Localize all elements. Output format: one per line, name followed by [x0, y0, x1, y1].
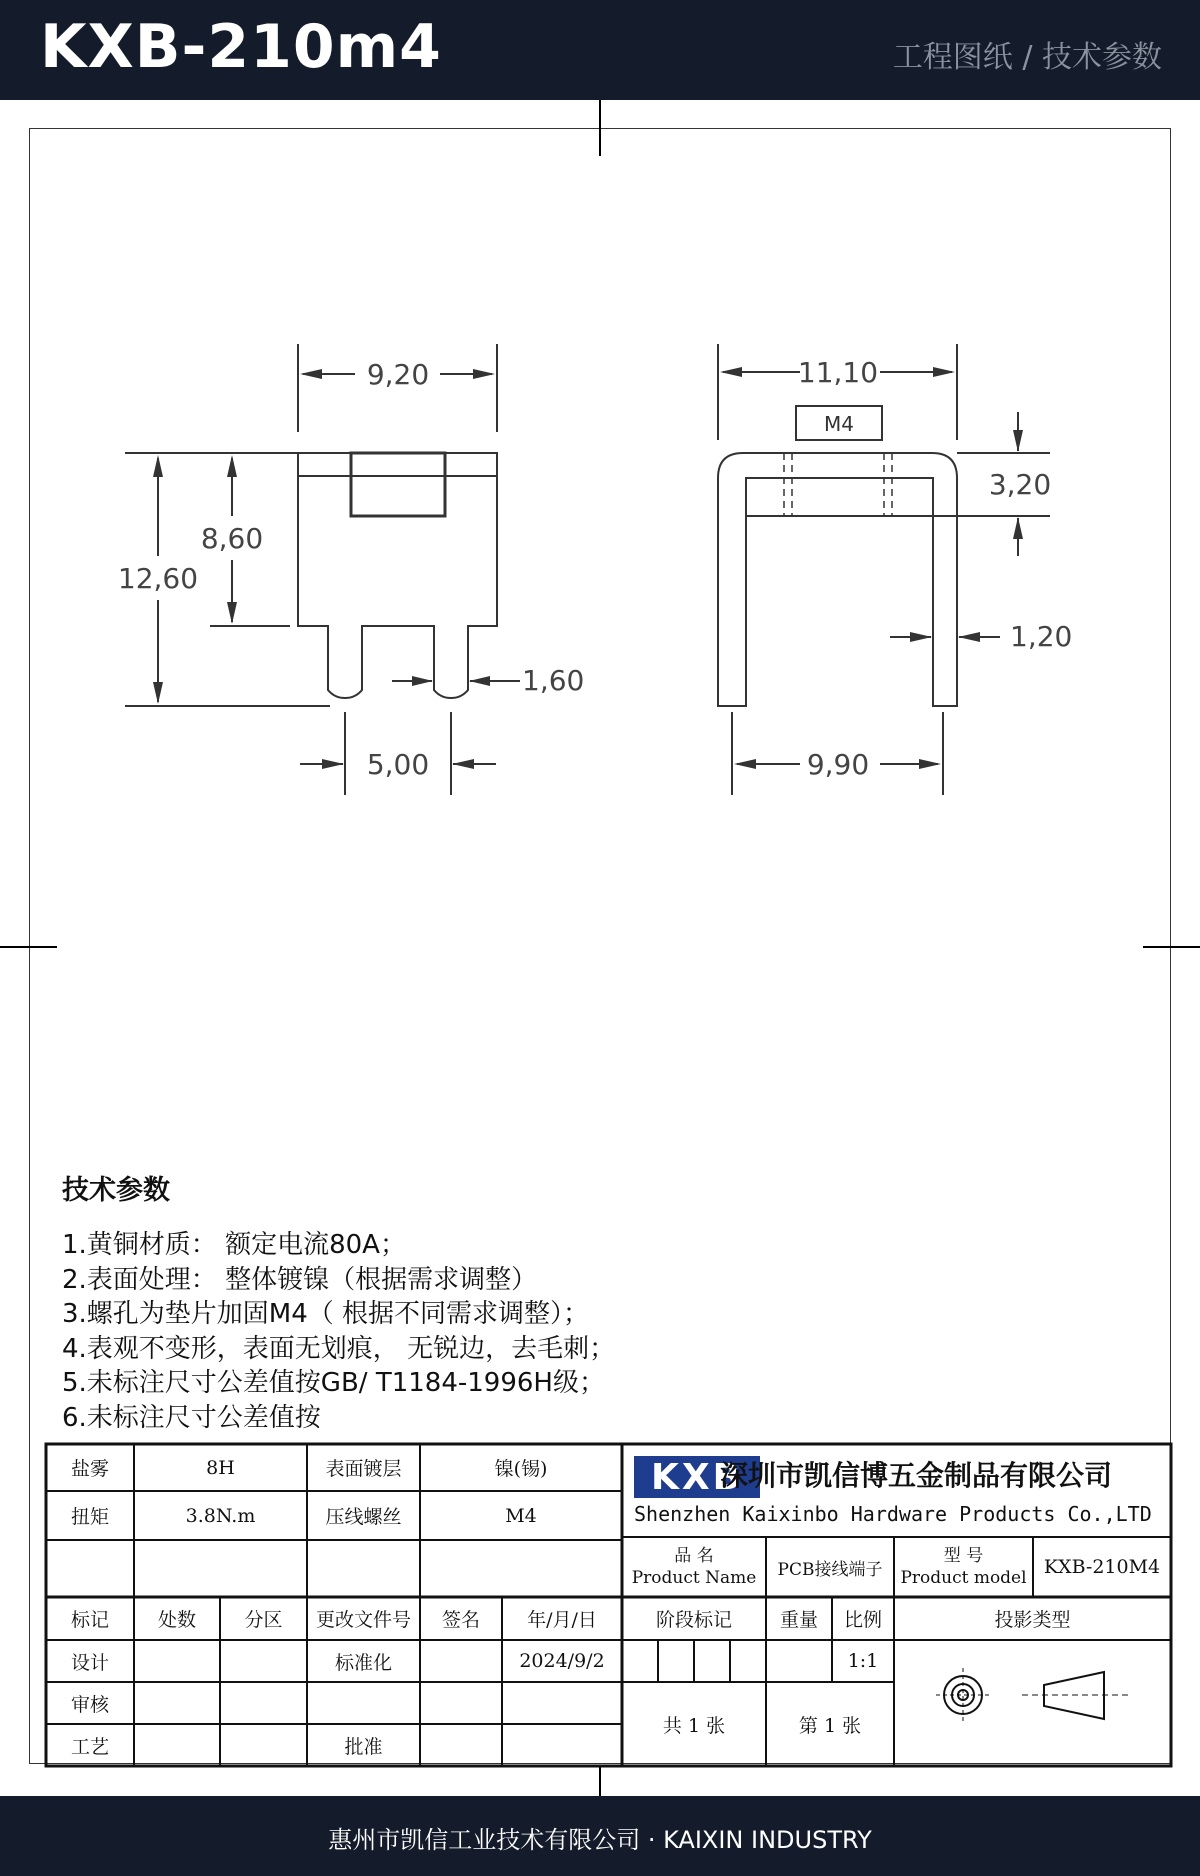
torque-value: 3.8N.m	[185, 1504, 256, 1527]
company-name-cn: 深圳市凯信博五金制品有限公司	[720, 1459, 1113, 1492]
spec-item: 5.未标注尺寸公差值按GB/ T1184-1996H级；	[62, 1368, 605, 1398]
col-sign: 签名	[441, 1609, 480, 1631]
spec-item: 2.表面处理： 整体镀镍（根据需求调整）	[62, 1264, 538, 1295]
dim-front-width: 9,20	[366, 358, 430, 391]
salt-spray-label: 盐雾	[70, 1458, 109, 1480]
product-name-value: PCB接线端子	[777, 1559, 883, 1580]
spec-item: 1.黄铜材质： 额定电流80A；	[62, 1230, 406, 1260]
product-model-en: Product model	[900, 1568, 1027, 1588]
spec-item: 3.螺孔为垫片加固M4（ 根据不同需求调整）；	[62, 1299, 590, 1329]
screw-value: M4	[505, 1504, 537, 1527]
scale-label: 比例	[843, 1609, 882, 1631]
specs-heading: 技术参数	[62, 1175, 170, 1206]
dim-side-wall: 1,20	[1010, 620, 1073, 653]
sheets-total: 共 1 张	[662, 1714, 726, 1737]
standardize-label: 标准化	[334, 1651, 392, 1674]
product-model-label	[894, 1537, 1033, 1597]
footer-text: 惠州市凯信工业技术有限公司 · KAIXIN INDUSTRY	[328, 1826, 872, 1854]
product-model-value: KXB-210M4	[1043, 1556, 1161, 1578]
review-label: 审核	[70, 1693, 109, 1716]
stage-mark: 阶段标记	[655, 1609, 732, 1631]
dim-side-top-height: 3,20	[988, 468, 1052, 501]
dim-pin-width: 1,60	[522, 664, 585, 697]
col-mark: 标记	[70, 1609, 109, 1631]
company-name-en: Shenzhen Kaixinbo Hardware Products Co.,LTD	[634, 1502, 1152, 1526]
col-docno: 更改文件号	[315, 1609, 411, 1631]
plating-value: 镍(锡)	[494, 1458, 548, 1480]
process-label: 工艺	[70, 1735, 109, 1758]
screw-label-cell: 压线螺丝	[325, 1506, 402, 1528]
col-count: 处数	[157, 1609, 196, 1631]
date-value: 2024/9/2	[519, 1650, 605, 1672]
plating-label: 表面镀层	[325, 1458, 402, 1480]
product-model-cn: 型 号	[943, 1546, 984, 1566]
product-name-label	[622, 1537, 766, 1597]
col-zone: 分区	[244, 1609, 283, 1631]
sheet-number: 第 1 张	[798, 1714, 862, 1737]
product-name-en: Product Name	[631, 1568, 757, 1588]
projection-label: 投影类型	[994, 1609, 1071, 1631]
page-subtitle: 工程图纸 / 技术参数	[892, 40, 1162, 75]
design-label: 设计	[70, 1651, 109, 1674]
screw-label: M4	[824, 412, 854, 436]
spec-item: 4.表观不变形，表面无划痕， 无锐边，去毛刺；	[62, 1333, 616, 1364]
approve-label: 批准	[344, 1735, 383, 1758]
dim-side-inner-width: 9,90	[806, 748, 870, 781]
torque-label: 扭矩	[70, 1506, 109, 1528]
dim-pin-pitch: 5,00	[366, 748, 430, 781]
col-date: 年/月/日	[527, 1609, 597, 1631]
scale-value: 1:1	[847, 1650, 879, 1672]
dim-front-height-total: 12,60	[117, 562, 199, 595]
salt-spray-value: 8H	[206, 1456, 235, 1479]
weight-label: 重量	[779, 1609, 818, 1631]
company-logo: KXB	[634, 1456, 760, 1498]
spec-item: 6.未标注尺寸公差值按	[62, 1402, 321, 1433]
model-title: KXB-210m4	[40, 12, 442, 82]
product-name-cn: 品 名	[674, 1546, 714, 1566]
dim-side-outer-width: 11,10	[797, 356, 879, 389]
dim-front-height-body: 8,60	[200, 522, 264, 555]
